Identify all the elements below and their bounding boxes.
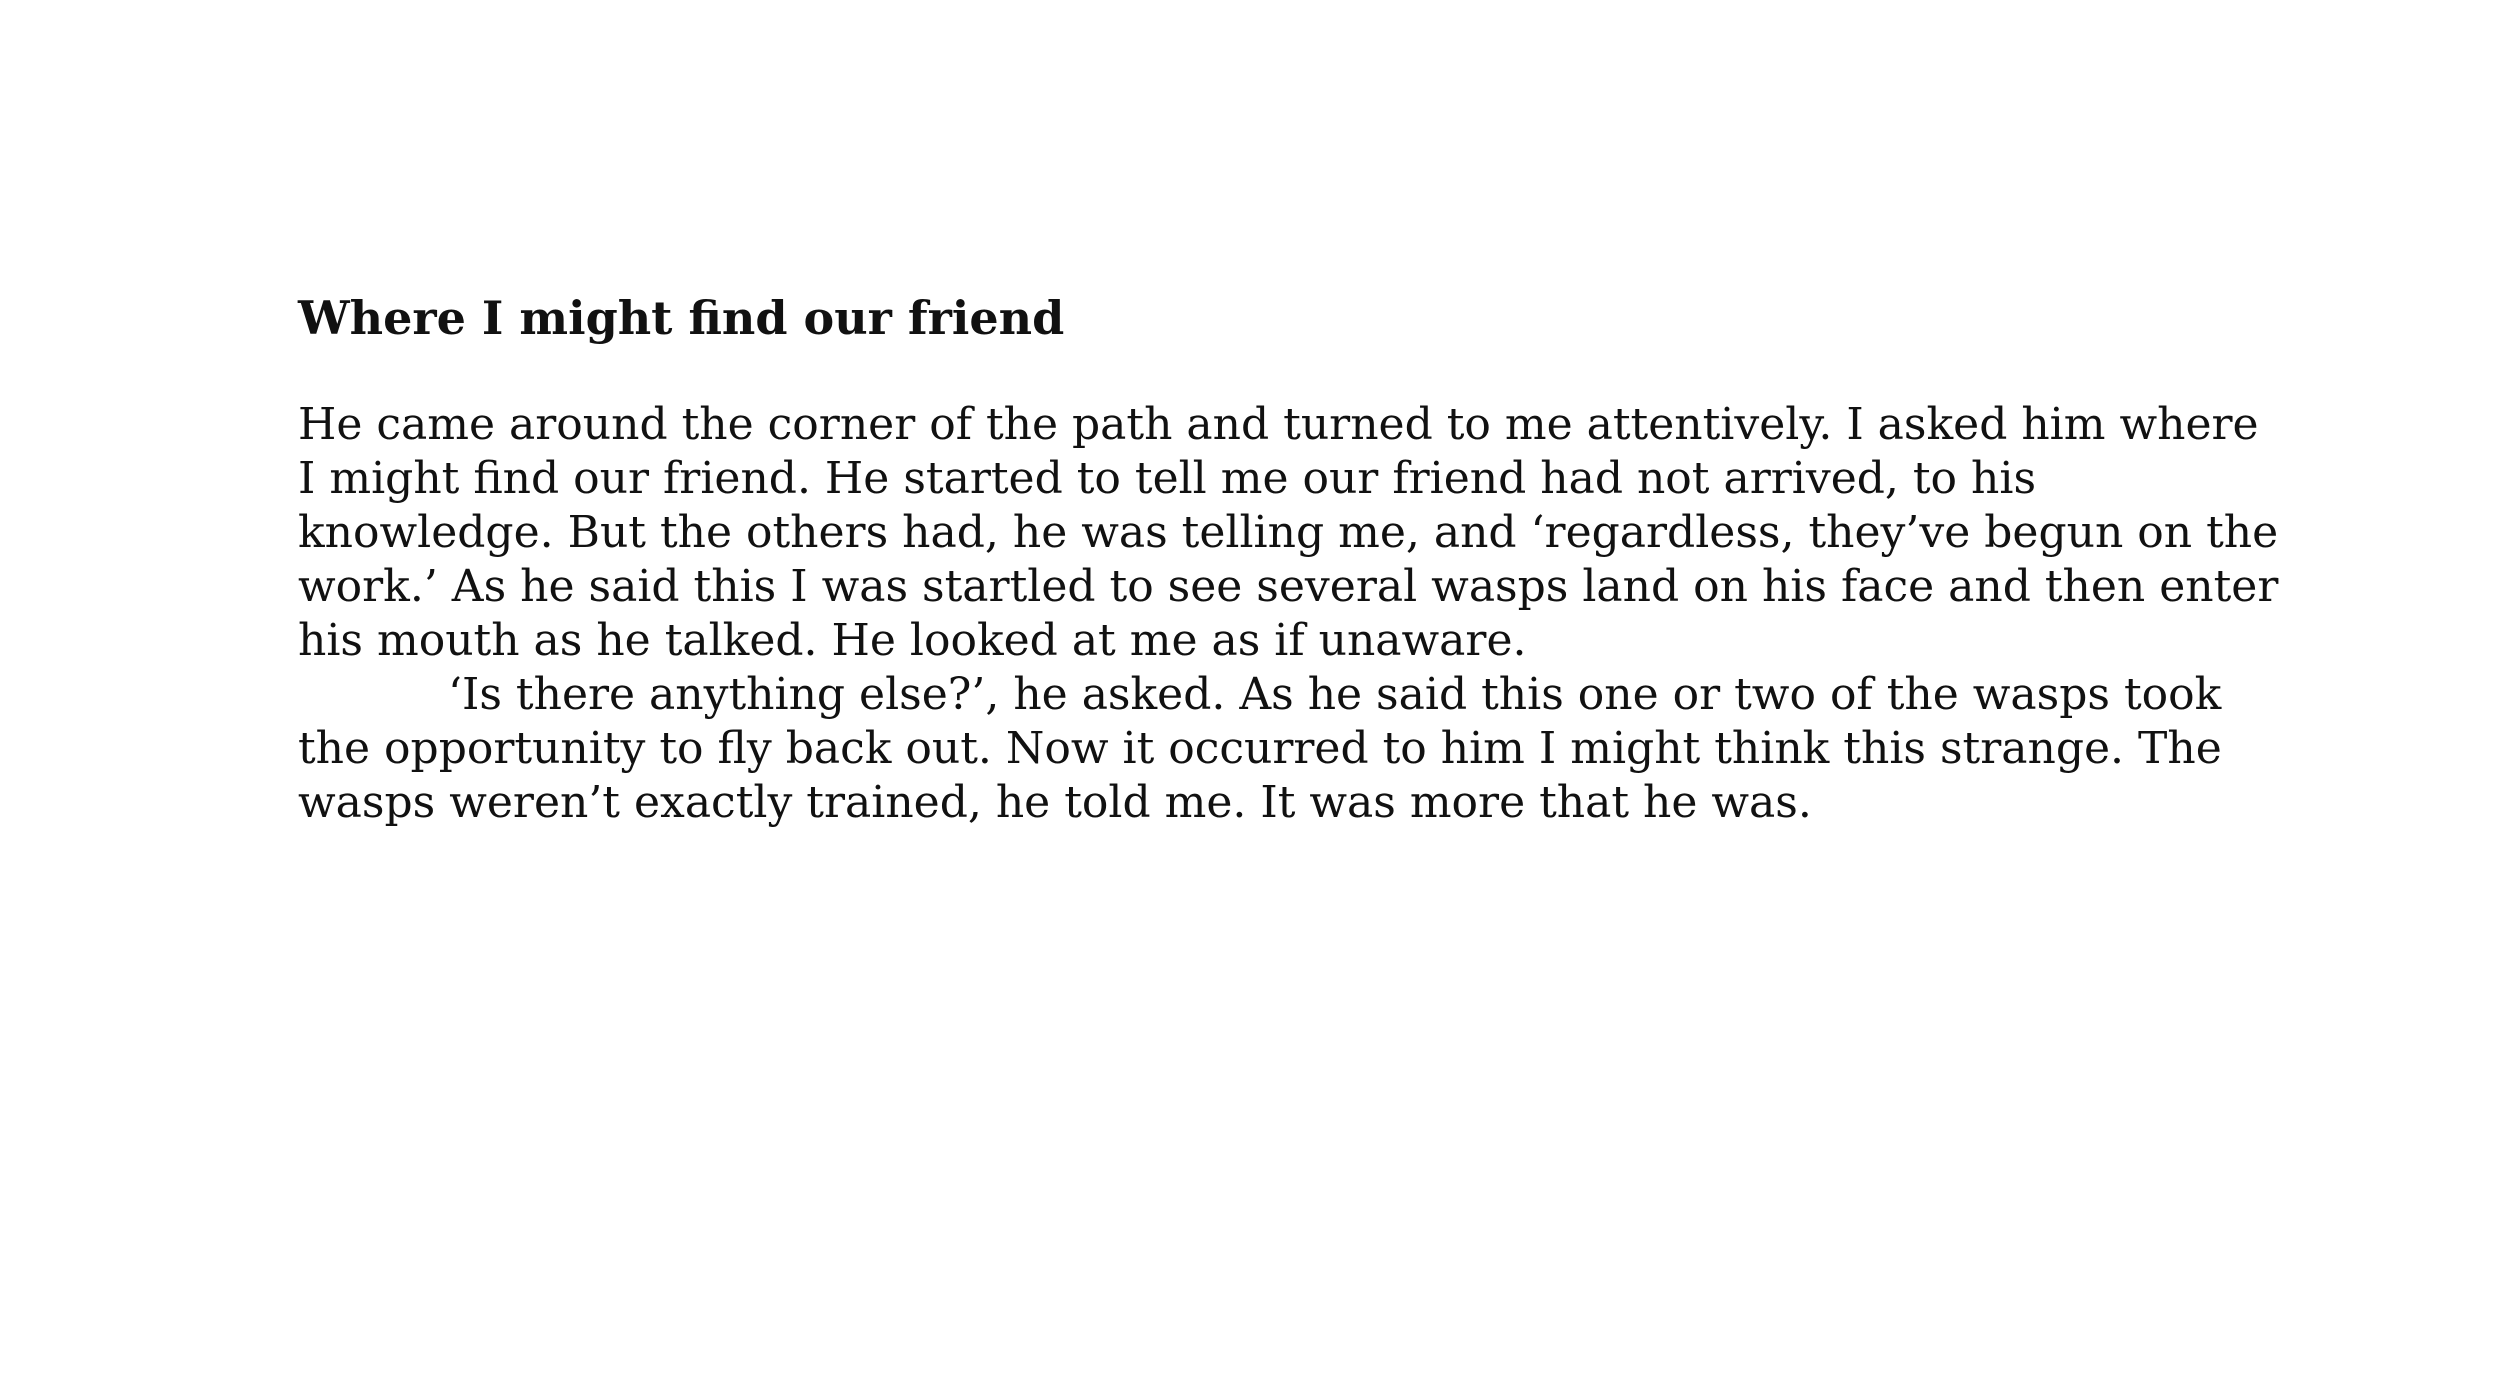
- paragraph-1-line-3: knowledge. But the others had, he was telling me, and ‘regardless, they’ve begun on the: [298, 507, 2279, 558]
- paragraph-2-line-1: ‘Is there anything else?’, he asked. As he said this one or two of the wasps took: [448, 669, 2222, 720]
- document-body: [298, 398, 2279, 830]
- paragraph-1-line-1: He came around the corner of the path and turned to me attentively. I asked him where: [298, 399, 2259, 450]
- document-content: [298, 290, 2279, 830]
- paragraph-1-line-5: his mouth as he talked. He looked at me as if unaware.: [298, 615, 1527, 666]
- document-title: Where I might find our friend: [298, 291, 1065, 345]
- paragraph-1-line-4: work.’ As he said this I was startled to see several wasps land on his face and then enter: [298, 561, 2279, 612]
- paragraph-2-line-3: wasps weren’t exactly trained, he told me. It was more that he was.: [298, 777, 1812, 828]
- paragraph-2-line-2: the opportunity to fly back out. Now it occurred to him I might think this strange. The: [298, 723, 2222, 774]
- paragraph-1-line-2: I might find our friend. He started to tell me our friend had not arrived, to his: [298, 453, 2037, 504]
